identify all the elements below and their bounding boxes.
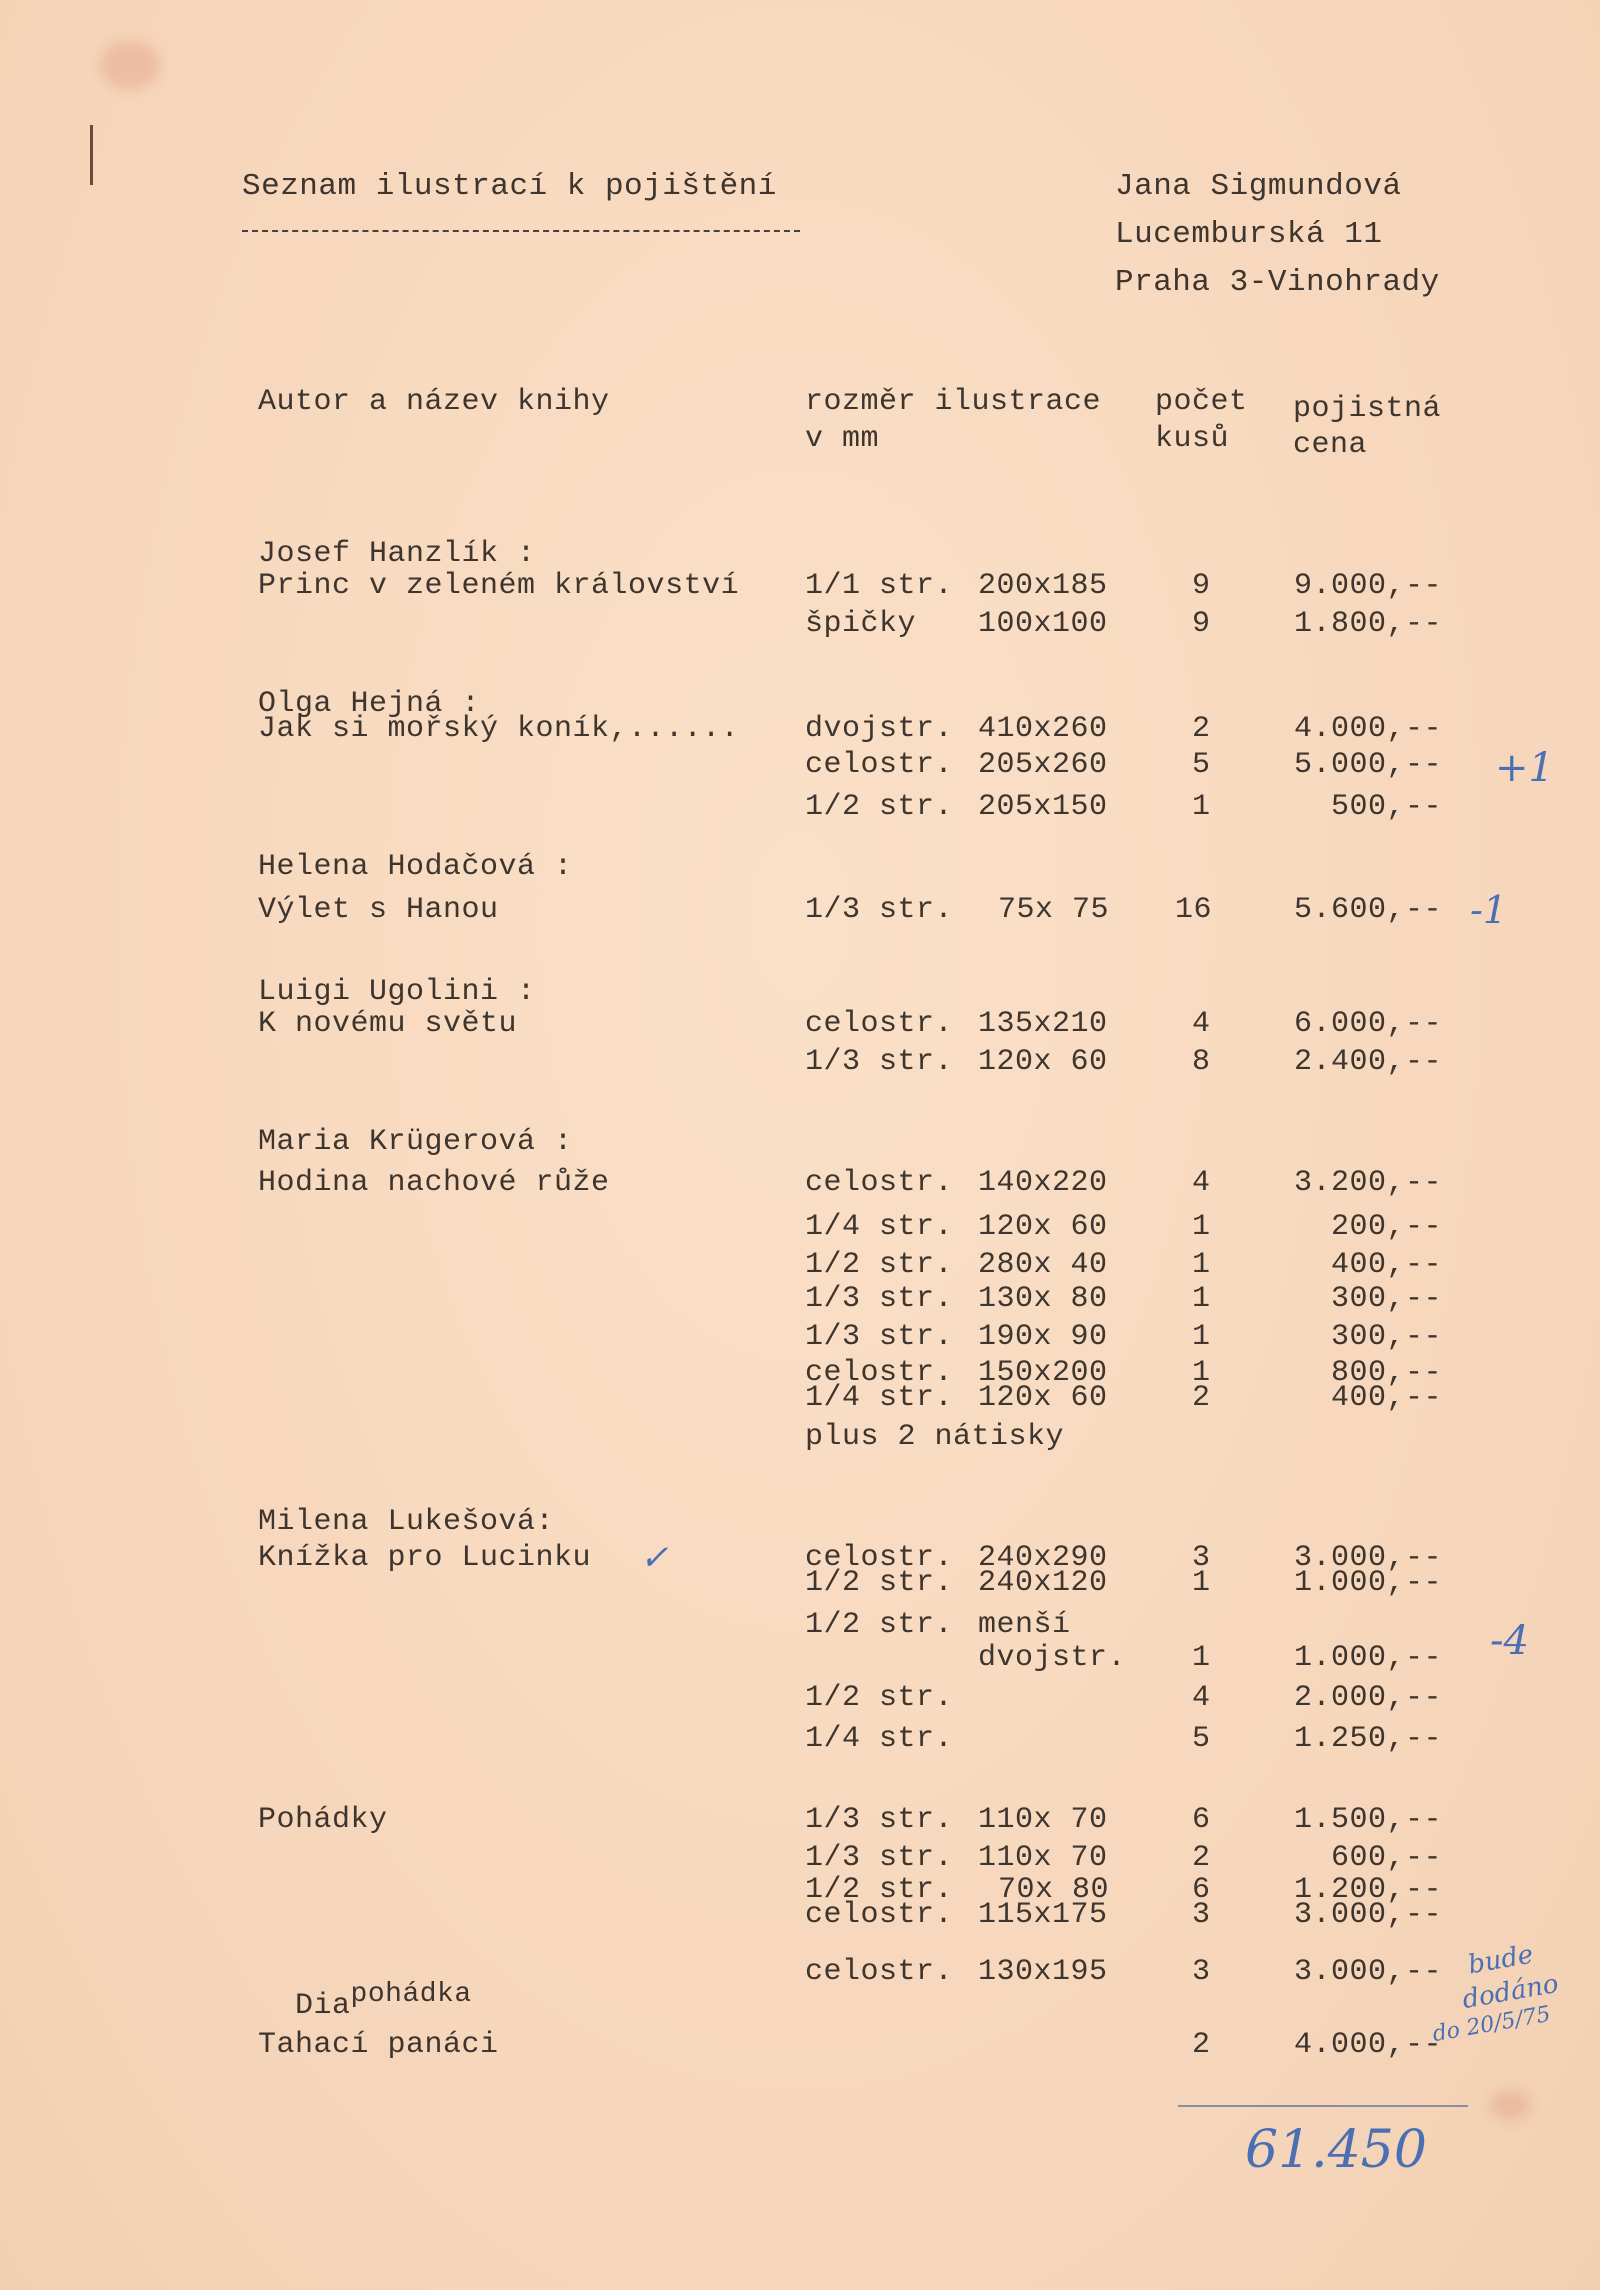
margin-mark xyxy=(90,125,93,185)
row-count: 6 xyxy=(1192,1803,1211,1837)
entry-author: Helena Hodačová : xyxy=(258,850,573,884)
row-price: 3.000,-- xyxy=(1293,1955,1442,1989)
row-dims: 110x 70 xyxy=(978,1841,1108,1875)
stain xyxy=(1490,2090,1530,2120)
row-price: 800,-- xyxy=(1330,1356,1442,1390)
handwritten-adjustment: -4 xyxy=(1490,1618,1529,1664)
row-type: 1/3 str. xyxy=(805,1282,954,1316)
row-price: 5.000,-- xyxy=(1293,748,1442,782)
handwritten-note: bude xyxy=(1465,1939,1536,1981)
row-count: 6 xyxy=(1192,1873,1211,1907)
row-dims: 120x 60 xyxy=(978,1381,1108,1415)
row-price: 4.000,-- xyxy=(1293,2028,1442,2062)
row-price: 4.000,-- xyxy=(1293,712,1442,746)
column-header-size: rozměr ilustrace xyxy=(805,385,1102,419)
title-underline xyxy=(242,230,800,232)
entry-book-superscript: pohádka xyxy=(350,1979,472,2010)
row-price: 400,-- xyxy=(1330,1248,1442,1282)
row-type: 1/4 str. xyxy=(805,1210,954,1244)
row-price: 300,-- xyxy=(1330,1320,1442,1354)
row-count: 1 xyxy=(1192,1641,1211,1675)
row-count: 2 xyxy=(1192,712,1211,746)
column-header-price-unit: cena xyxy=(1293,428,1368,462)
handwritten-adjustment: -1 xyxy=(1470,888,1508,932)
row-dims: menší xyxy=(978,1608,1071,1642)
row-type: 1/3 str. xyxy=(805,1045,954,1079)
row-count: 2 xyxy=(1192,2028,1211,2062)
row-dims: 70x 80 xyxy=(998,1873,1110,1907)
row-count: 4 xyxy=(1192,1007,1211,1041)
entry-book xyxy=(258,1955,472,2024)
row-count: 3 xyxy=(1192,1898,1211,1932)
row-count: 1 xyxy=(1192,1210,1211,1244)
row-price: 3.000,-- xyxy=(1293,1898,1442,1932)
handwritten-adjustment: +1 xyxy=(1495,745,1554,791)
row-dims: 240x120 xyxy=(978,1566,1108,1600)
column-header-count-unit: kusů xyxy=(1155,422,1230,456)
entry-book: Pohádky xyxy=(258,1803,388,1837)
row-dims: 75x 75 xyxy=(998,893,1110,927)
sender-name: Jana Sigmundová xyxy=(1115,169,1402,204)
row-count: 9 xyxy=(1192,569,1211,603)
row-count: 3 xyxy=(1192,1541,1211,1575)
row-count: 1 xyxy=(1192,1320,1211,1354)
entry-book: K novému světu xyxy=(258,1007,518,1041)
entry-author: Maria Krügerová : xyxy=(258,1125,573,1159)
row-dims: 205x150 xyxy=(978,790,1108,824)
row-type: celostr. xyxy=(805,1356,954,1390)
row-type: 1/2 str. xyxy=(805,1608,954,1642)
row-count: 2 xyxy=(1192,1381,1211,1415)
row-type: 1/2 str. xyxy=(805,790,954,824)
column-header-author: Autor a název knihy xyxy=(258,385,610,419)
entry-author: Luigi Ugolini : xyxy=(258,975,536,1009)
row-price: 200,-- xyxy=(1330,1210,1442,1244)
row-dims: 110x 70 xyxy=(978,1803,1108,1837)
entry-author: Olga Hejná : xyxy=(258,687,481,721)
column-header-count: počet xyxy=(1155,385,1248,419)
row-dims: 280x 40 xyxy=(978,1248,1108,1282)
row-dims: 410x260 xyxy=(978,712,1108,746)
row-price: 6.000,-- xyxy=(1293,1007,1442,1041)
handwritten-note: dodáno xyxy=(1460,1968,1561,2016)
row-price: 2.000,-- xyxy=(1293,1681,1442,1715)
row-type: 1/3 str. xyxy=(805,1803,954,1837)
entry-book-main: Dia xyxy=(295,1989,351,2023)
row-price: 9.000,-- xyxy=(1293,569,1442,603)
entry-author: Josef Hanzlík : xyxy=(258,537,536,571)
row-dims: 240x290 xyxy=(978,1541,1108,1575)
stain xyxy=(100,40,160,90)
entry-book: Jak si mořský koník,...... xyxy=(258,712,740,746)
row-dims: 130x 80 xyxy=(978,1282,1108,1316)
column-header-price: pojistná xyxy=(1293,392,1442,426)
row-dims: 140x220 xyxy=(978,1166,1108,1200)
row-type: 1/4 str. xyxy=(805,1381,954,1415)
row-dims: 130x195 xyxy=(978,1955,1108,1989)
row-count: 5 xyxy=(1192,748,1211,782)
entry-book: Princ v zeleném království xyxy=(258,569,740,603)
row-price: 1.500,-- xyxy=(1293,1803,1442,1837)
row-type: špičky xyxy=(805,607,917,641)
column-header-size-unit: v mm xyxy=(805,422,880,456)
row-price: 3.000,-- xyxy=(1293,1541,1442,1575)
row-dims: 135x210 xyxy=(978,1007,1108,1041)
row-price: 500,-- xyxy=(1330,790,1442,824)
sender-street: Lucemburská 11 xyxy=(1115,217,1383,252)
entry-book: Tahací panáci xyxy=(258,2028,499,2062)
row-dims: 200x185 xyxy=(978,569,1108,603)
row-type: 1/3 str. xyxy=(805,1320,954,1354)
sender-city: Praha 3-Vinohrady xyxy=(1115,265,1440,300)
row-dims: 120x 60 xyxy=(978,1210,1108,1244)
row-price: 300,-- xyxy=(1330,1282,1442,1316)
row-type: 1/2 str. xyxy=(805,1566,954,1600)
row-price: 5.600,-- xyxy=(1293,893,1442,927)
row-price: 1.800,-- xyxy=(1293,607,1442,641)
row-count: 2 xyxy=(1192,1841,1211,1875)
row-dims: 150x200 xyxy=(978,1356,1108,1390)
row-price: 3.200,-- xyxy=(1293,1166,1442,1200)
row-price: 1.250,-- xyxy=(1293,1722,1442,1756)
handwritten-tick: ✓ xyxy=(640,1538,669,1578)
row-type: 1/4 str. xyxy=(805,1722,954,1756)
row-count: 16 xyxy=(1175,893,1213,927)
row-type: celostr. xyxy=(805,1007,954,1041)
total-line xyxy=(1178,2105,1468,2107)
row-dims: 115x175 xyxy=(978,1898,1108,1932)
row-type: celostr. xyxy=(805,1541,954,1575)
row-count: 1 xyxy=(1192,1356,1211,1390)
row-price: 1.000,-- xyxy=(1293,1641,1442,1675)
row-type: celostr. xyxy=(805,1166,954,1200)
row-count: 1 xyxy=(1192,790,1211,824)
entry-book: Knížka pro Lucinku xyxy=(258,1541,592,1575)
row-price: 1.200,-- xyxy=(1293,1873,1442,1907)
row-count: 5 xyxy=(1192,1722,1211,1756)
row-count: 1 xyxy=(1192,1282,1211,1316)
handwritten-note: do 20/5/75 xyxy=(1430,2001,1553,2048)
row-count: 3 xyxy=(1192,1955,1211,1989)
row-dims: dvojstr. xyxy=(978,1641,1127,1675)
row-count: 1 xyxy=(1192,1248,1211,1282)
row-count: 1 xyxy=(1192,1566,1211,1600)
row-type: 1/3 str. xyxy=(805,893,954,927)
row-dims: 190x 90 xyxy=(978,1320,1108,1354)
document-title: Seznam ilustrací k pojištění xyxy=(242,169,777,204)
row-type: 1/2 str. xyxy=(805,1681,954,1715)
row-type: celostr. xyxy=(805,1955,954,1989)
row-count: 4 xyxy=(1192,1681,1211,1715)
row-price: 600,-- xyxy=(1330,1841,1442,1875)
row-dims: 205x260 xyxy=(978,748,1108,782)
row-type: 1/2 str. xyxy=(805,1248,954,1282)
row-type: 1/3 str. xyxy=(805,1841,954,1875)
entry-author: Milena Lukešová: xyxy=(258,1505,555,1539)
row-dims: 100x100 xyxy=(978,607,1108,641)
row-count: 9 xyxy=(1192,607,1211,641)
row-type: 1/2 str. xyxy=(805,1873,954,1907)
row-price: 2.400,-- xyxy=(1293,1045,1442,1079)
entry-book: Výlet s Hanou xyxy=(258,893,499,927)
row-price: 400,-- xyxy=(1330,1381,1442,1415)
row-type: 1/1 str. xyxy=(805,569,954,603)
entry-extra-note: plus 2 nátisky xyxy=(805,1420,1065,1454)
row-price: 1.000,-- xyxy=(1293,1566,1442,1600)
row-type: celostr. xyxy=(805,748,954,782)
row-type: dvojstr. xyxy=(805,712,954,746)
handwritten-total: 61.450 xyxy=(1245,2120,1427,2180)
entry-book: Hodina nachové růže xyxy=(258,1166,610,1200)
row-count: 4 xyxy=(1192,1166,1211,1200)
row-dims: 120x 60 xyxy=(978,1045,1108,1079)
row-type: celostr. xyxy=(805,1898,954,1932)
row-count: 8 xyxy=(1192,1045,1211,1079)
